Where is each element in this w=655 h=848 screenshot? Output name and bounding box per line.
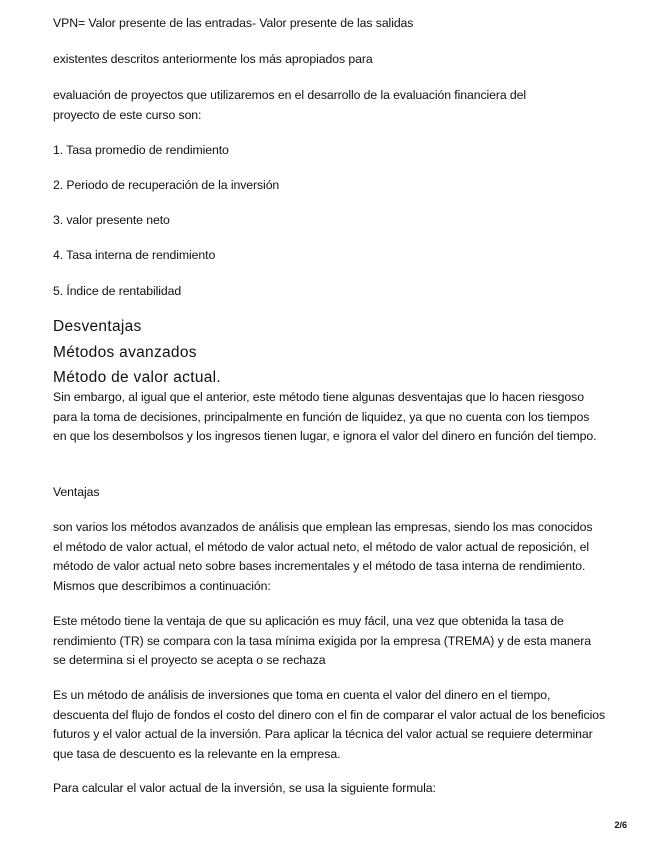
existentes-text: existentes descritos anteriormente los más apropiados para	[53, 52, 373, 66]
este-metodo-text: Este método tiene la ventaja de que su aplicación es muy fácil, una vez que obtenida la tasa de rendimiento (TR) se compara con la tasa mínima exigida por la empresa (TREMA) y de esta manera se determina si el proyecto se acepta o se rechaza	[53, 614, 592, 667]
es-un-metodo-text: Es un método de análisis de inversiones que toma en cuenta el valor del dinero en el tiempo, descuenta del flujo de fondos el costo del dinero con el fin de comparar el valor actual de los beneficios futuros y el valor actual de la inversión. Para aplicar la técnica del valor actual se requiere determinar que tasa de descuento es la relevante en la empresa.	[53, 688, 605, 761]
heading-desventajas: Desventajas	[53, 318, 142, 335]
heading-metodos-avanzados: Métodos avanzados	[53, 344, 197, 361]
ventajas-label: Ventajas	[53, 485, 100, 499]
list-item-2: 2. Periodo de recuperación de la inversión	[53, 178, 280, 192]
para-calcular-text: Para calcular el valor actual de la inversión, se usa la siguiente formula:	[53, 781, 436, 795]
list-item-5: 5. Índice de rentabilidad	[53, 284, 182, 298]
son-varios-text: son varios los métodos avanzados de análisis que emplean las empresas, siendo los mas conocidos el método de valor actual, el método de valor actual neto, el método de valor actual de reposición, el método de valor actual neto sobre bases incrementales y el método de tasa interna de rendimiento. Mismos que describimos a continuación:	[53, 520, 593, 593]
list-item-1: 1. Tasa promedio de rendimiento	[53, 143, 229, 157]
list-item-4: 4. Tasa interna de rendimiento	[53, 248, 216, 262]
vpn-formula-text: VPN= Valor presente de las entradas- Valor presente de las salidas	[53, 16, 414, 30]
heading-metodo-valor-actual: Método de valor actual.	[53, 369, 222, 386]
list-item-3: 3. valor presente neto	[53, 213, 170, 227]
sin-embargo-text: Sin embargo, al igual que el anterior, este método tiene algunas desventajas que lo hacen riesgoso para la toma de decisiones, principalmente en función de liquidez, ya que no cuenta con los tiempos en que los desembolsos y los ingresos tienen lugar, e ignora el valor del dinero en función del tiempo.	[53, 390, 597, 443]
page-number: 2/6	[614, 820, 627, 830]
evaluacion-text: evaluación de proyectos que utilizaremos en el desarrollo de la evaluación financiera del proyecto de este curso son:	[53, 88, 527, 122]
